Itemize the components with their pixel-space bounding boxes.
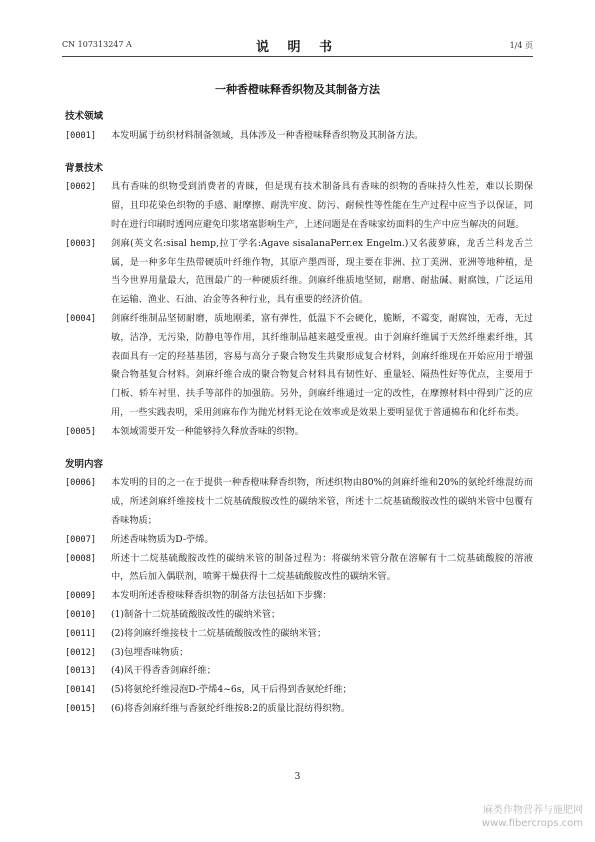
page-info: 1/4 页 — [509, 41, 533, 50]
paragraph-text: (5)将氨纶纤维浸泡D-苧烯4~6s，风干后得到香氨纶纤维； — [111, 684, 352, 696]
paragraph — [65, 310, 533, 423]
paragraph-number: [0005] — [65, 426, 97, 437]
spacer — [65, 442, 533, 456]
paragraph-number: [0008] — [65, 553, 97, 564]
paragraph — [65, 606, 533, 625]
paragraph-text: (4)风干得香香剑麻纤维； — [111, 665, 216, 677]
paragraph-text: 本领域需要开发一种能够持久释放香味的织物。 — [111, 425, 304, 437]
paragraph — [65, 700, 533, 719]
paragraph — [65, 625, 533, 644]
paragraph — [65, 644, 533, 663]
paragraph-number: [0009] — [65, 591, 97, 602]
spacer — [65, 146, 533, 160]
paragraph — [65, 531, 533, 550]
section-heading-tech-field: 技术领域 — [65, 111, 104, 122]
document-type: 说 明 书 — [255, 40, 340, 55]
paragraph-number: [0004] — [65, 313, 97, 324]
paragraph-text: 所述香味物质为D-苧烯。 — [111, 533, 214, 545]
paragraph — [65, 474, 533, 530]
paragraph — [65, 127, 533, 146]
paragraph-text: 本发明属于纺织材料制备领域，具体涉及一种香橙味释香织物及其制备方法。 — [111, 129, 424, 141]
paragraph-number: [0010] — [65, 609, 97, 620]
section-heading-background: 背景技术 — [65, 162, 104, 174]
paragraph-number: [0015] — [65, 703, 97, 714]
paragraph-number: [0001] — [65, 130, 97, 141]
paragraph-text: (6)将香剑麻纤维与香氨纶纤维按8:2的质量比混纺得织物。 — [111, 702, 351, 714]
paragraph-text: 具有香味的织物受到消费者的青睐，但是现有技术制备具有香味的织物的香味持久性差，难以长期保留，且印花染色织物的手感、耐摩擦、耐洗牢度、防污、耐候性等性能在生产过程中应当予以保证，同时在进行印刷时透网应避免印浆堵塞影响生产，上述问题是在香味家纺面料的生产中应当解决的问题。 — [111, 181, 533, 230]
section-heading-invention: 发明内容 — [65, 458, 104, 470]
paragraph-number: [0003] — [65, 238, 97, 249]
paragraph-number: [0002] — [65, 182, 97, 193]
paragraph-text: 本发明所述香橙味释香织物的制备方法包括如下步骤： — [111, 590, 332, 602]
paragraph-text: 本发明的目的之一在于提供一种香橙味释香织物，所述织物由80%的剑麻纤维和20%的氨纶纤维混纺而成，所述剑麻纤维接枝十二烷基硫酸胺改性的碳纳米管，所述十二烷基硫酸胺改性的碳纳米管中包覆有香味物质； — [111, 477, 533, 526]
paragraph-text: (1)制备十二烷基硫酸胺改性的碳纳米管； — [111, 608, 281, 620]
document-body — [65, 108, 533, 719]
paragraph-text: (3)包埋香味物质； — [111, 646, 189, 658]
watermark — [482, 804, 583, 830]
paragraph — [65, 587, 533, 606]
paragraph — [65, 662, 533, 681]
paragraph-number: [0006] — [65, 478, 97, 489]
watermark-line-2: www.fibercrops.com — [481, 818, 583, 829]
paragraph — [65, 235, 533, 310]
paragraph-number: [0014] — [65, 685, 97, 696]
paragraph-number: [0013] — [65, 666, 97, 677]
paragraph-text: (2)将剑麻纤维接枝十二烷基硫酸胺改性的碳纳米管； — [111, 627, 327, 639]
page-header — [62, 36, 533, 54]
header-rule — [62, 56, 533, 57]
paragraph-text: 剑麻纤维制品坚韧耐磨，质地刚柔，富有弹性，低温下不会硬化，脆断，不霉变，耐腐蚀，无毒，无过敏，洁净，无污染，防静电等作用，其纤维制品越来越受重视。由于剑麻纤维属于天然纤维素纤维，其表面具有一定的羟基基团，容易与高分子聚合物发生共聚形成复合材料，剑麻纤维现在开始应用于增强聚合物基复合材料。剑麻纤维合成的聚合物复合材料具有韧性好、重量轻、隔热性好等优点，主要用于门板、轿车衬里、扶手等部件的加强筋。另外，剑麻纤维通过一定的改性，在摩擦材料中得到广泛的应用，一些实践表明，采用剑麻布作为抛光材料无论在效率或是效果上要明显优于普通棉布和化纤布类。 — [111, 312, 533, 418]
document-title: 一种香橙味释香织物及其制备方法 — [215, 83, 380, 96]
paragraph-number: [0007] — [65, 534, 97, 545]
paragraph-text: 剑麻(英文名:sisal hemp,拉丁学名:Agave sisalanaPerr.ex Engelm.)又名菠萝麻，龙舌兰科龙舌兰属，是一种多年生热带硬质叶纤维作物，其原产墨西哥，现主要在非洲、拉丁美洲、亚洲等地种植，是当今世界用量最大，范围最广的一种硬质纤维。剑麻纤维质地坚韧，耐磨、耐盐碱、耐腐蚀，广泛运用在运输、渔业、石油、冶金等各种行业，具有重要的经济价值。 — [111, 237, 533, 306]
paragraph — [65, 550, 533, 588]
patent-number: CN 107313247 A — [62, 40, 132, 49]
page-number: 3 — [294, 772, 301, 782]
paragraph — [65, 423, 533, 442]
paragraph — [65, 178, 533, 234]
paragraph — [65, 681, 533, 700]
watermark-line-1: 麻类作物营养与施肥网 — [483, 805, 583, 816]
paragraph-number: [0011] — [65, 628, 97, 639]
paragraph-number: [0012] — [65, 647, 97, 658]
paragraph-text: 所述十二烷基硫酸胺改性的碳纳米管的制备过程为：将碳纳米管分散在溶解有十二烷基硫酸胺的溶液中，然后加入偶联剂，喷雾干燥获得十二烷基硫酸胺改性的碳纳米管。 — [111, 552, 533, 583]
